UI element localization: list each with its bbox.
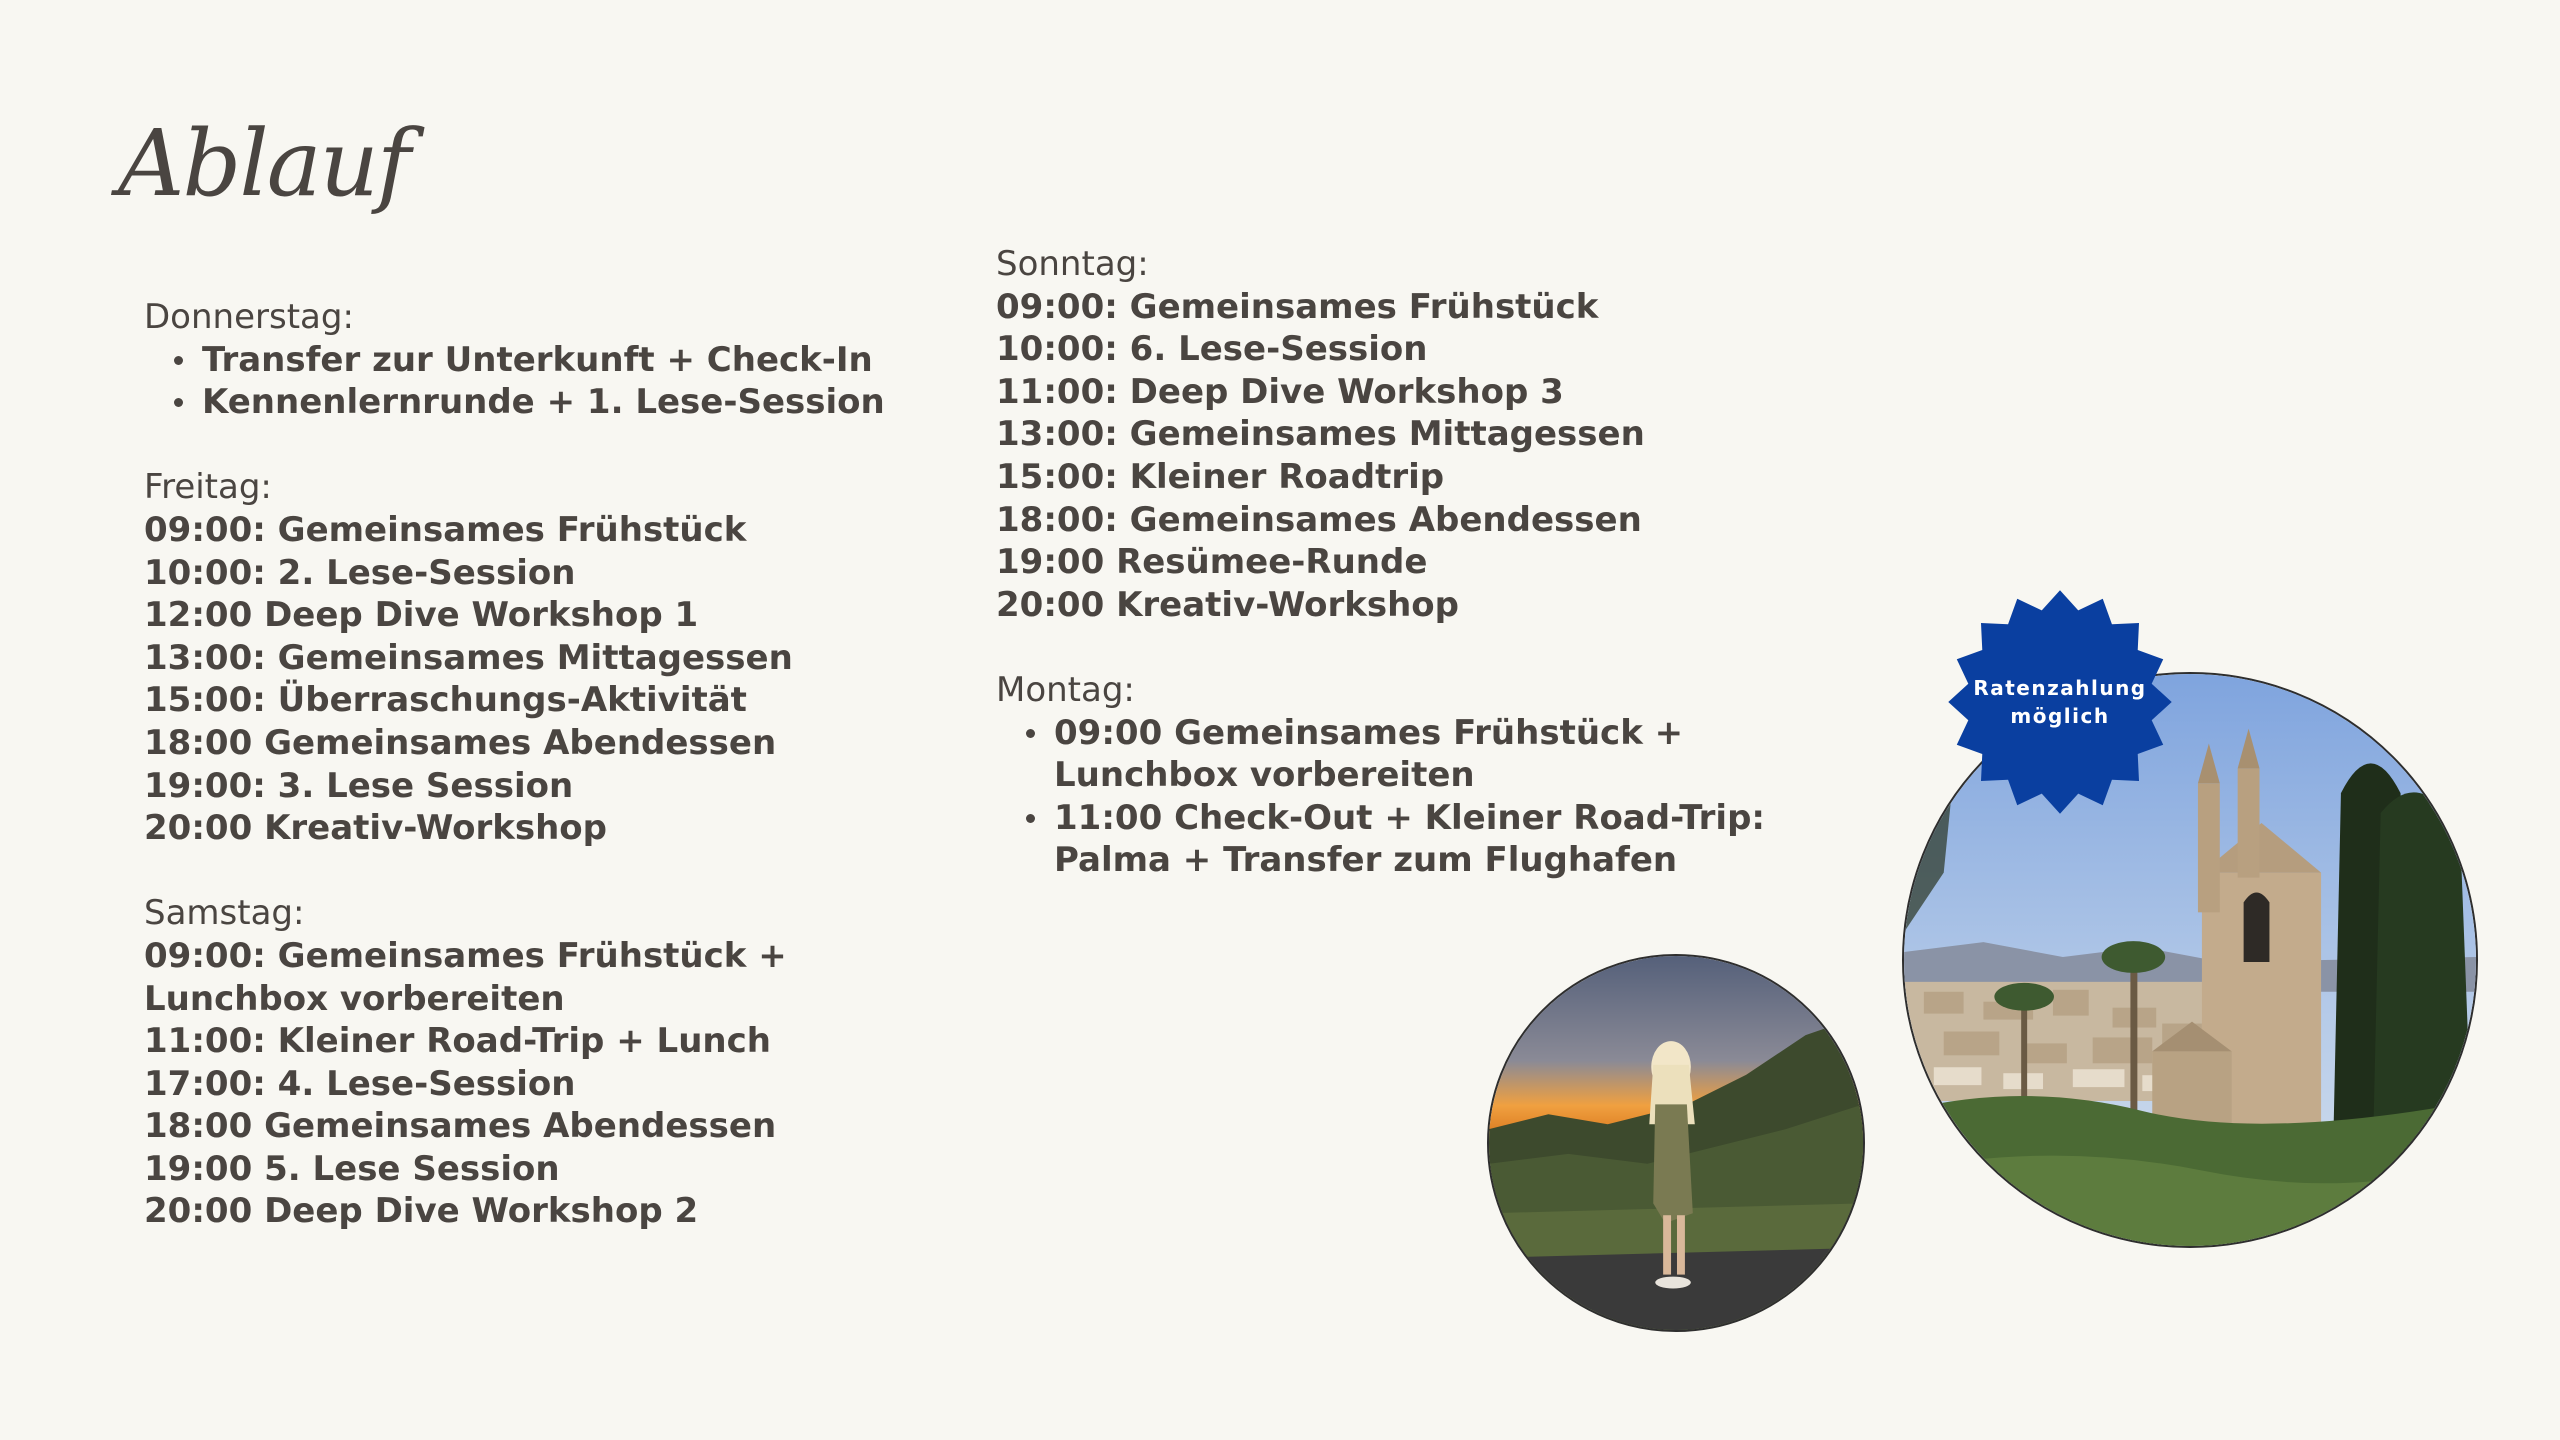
list-item-line: 09:00 Gemeinsames Frühstück + <box>1054 712 1684 753</box>
schedule-item: 20:00 Kreativ-Workshop <box>144 808 608 849</box>
schedule-left-column <box>144 296 944 1233</box>
schedule-item: 09:00: Gemeinsames Frühstück <box>144 509 747 550</box>
list-item: Transfer zur Unterkunft + Check-In <box>202 339 944 382</box>
day-block-freitag <box>144 466 944 849</box>
schedule-item: 13:00: Gemeinsames Mittagessen <box>996 414 1645 455</box>
day-bullet-list <box>996 712 1766 882</box>
day-block-donnerstag <box>144 296 944 424</box>
day-bullet-list <box>144 339 944 424</box>
schedule-item: 19:00: 3. Lese Session <box>144 765 574 806</box>
list-item <box>1054 712 1756 797</box>
day-heading: Donnerstag: <box>144 297 354 337</box>
schedule-item: 18:00 Gemeinsames Abendessen <box>144 722 777 763</box>
day-block-samstag <box>144 892 944 1233</box>
list-item <box>1054 797 1766 882</box>
schedule-item: 15:00: Überraschungs-Aktivität <box>144 680 747 721</box>
sunset-photo <box>1487 954 1865 1332</box>
schedule-item: 12:00 Deep Dive Workshop 1 <box>144 595 699 636</box>
schedule-item: 19:00 Resümee-Runde <box>996 542 1428 583</box>
schedule-item: Lunchbox vorbereiten <box>144 978 565 1019</box>
badge-line-2: möglich <box>2010 704 2110 728</box>
schedule-item: 09:00: Gemeinsames Frühstück + <box>144 935 787 976</box>
schedule-item: 20:00 Kreativ-Workshop <box>996 584 1460 625</box>
badge-line-1: Ratenzahlung <box>1973 676 2147 700</box>
list-item-line: 11:00 Check-Out + Kleiner Road-Trip: <box>1054 797 1766 838</box>
list-item: Kennenlernrunde + 1. Lese-Session <box>202 381 944 424</box>
schedule-item: 19:00 5. Lese Session <box>144 1148 560 1189</box>
schedule-item: 11:00: Kleiner Road-Trip + Lunch <box>144 1021 771 1062</box>
schedule-item: 18:00: Gemeinsames Abendessen <box>996 499 1642 540</box>
schedule-item: 11:00: Deep Dive Workshop 3 <box>996 371 1564 412</box>
list-item-line: Lunchbox vorbereiten <box>1054 755 1475 796</box>
page-title: Ablauf <box>118 110 409 217</box>
schedule-item: 17:00: 4. Lese-Session <box>144 1063 576 1104</box>
day-heading: Montag: <box>996 669 1135 710</box>
day-heading: Samstag: <box>144 893 305 934</box>
schedule-item: 10:00: 2. Lese-Session <box>144 552 576 593</box>
list-item-line: Palma + Transfer zum Flughafen <box>1054 840 1678 881</box>
schedule-item: 09:00: Gemeinsames Frühstück <box>996 286 1599 327</box>
schedule-item: 20:00 Deep Dive Workshop 2 <box>144 1191 699 1232</box>
schedule-item: 15:00: Kleiner Roadtrip <box>996 456 1445 497</box>
day-heading: Freitag: <box>144 467 272 508</box>
schedule-item: 10:00: 6. Lese-Session <box>996 329 1428 370</box>
day-heading: Sonntag: <box>996 244 1149 284</box>
schedule-item: 18:00 Gemeinsames Abendessen <box>144 1106 777 1147</box>
day-block-montag <box>996 669 1766 882</box>
schedule-item: 13:00: Gemeinsames Mittagessen <box>144 637 793 678</box>
schedule-right-column <box>996 243 1766 882</box>
installment-badge <box>1946 588 2174 816</box>
day-block-sonntag <box>996 243 1756 626</box>
